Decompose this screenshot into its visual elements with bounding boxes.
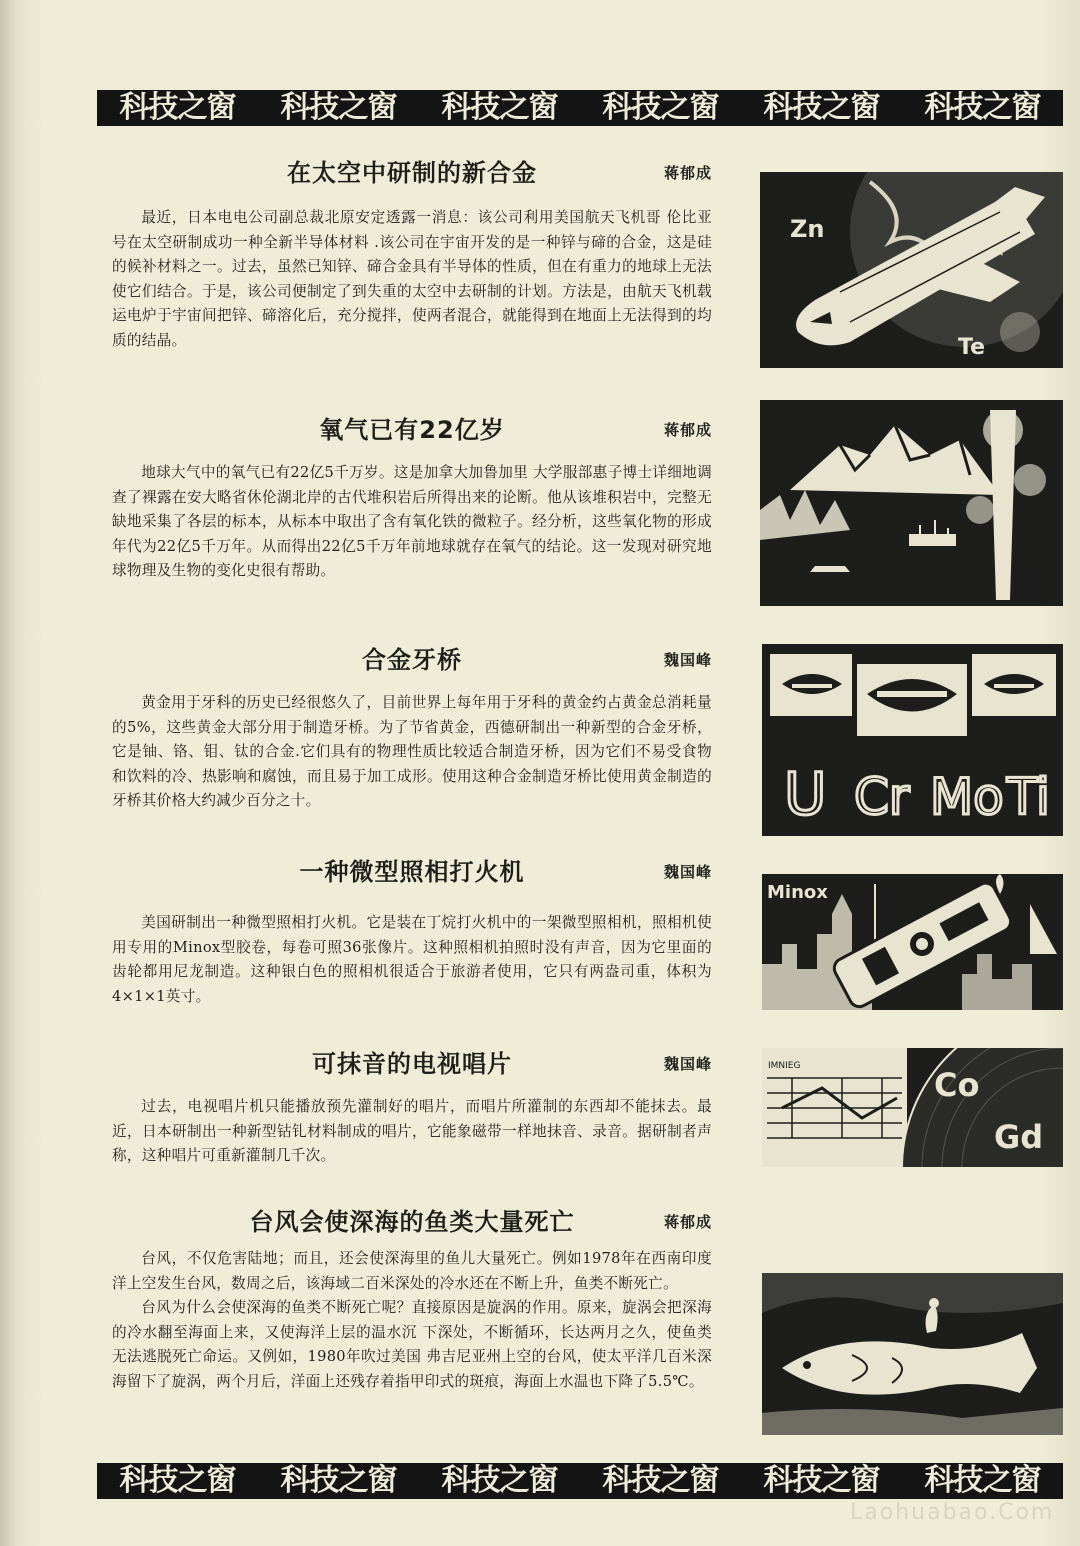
mountain-illustration (760, 400, 1063, 606)
site-watermark: Laohuabao.Com (850, 1500, 1055, 1525)
article-title: 氧气已有22亿岁 蒋郁成 (112, 413, 712, 447)
element-symbol: Mo (930, 768, 1004, 826)
banner-text: 科技之窗 (602, 1463, 719, 1498)
element-symbol: Ti (1007, 768, 1050, 826)
dental-alloy-illustration (762, 644, 1063, 836)
article-body: 台风，不仅危害陆地；而且，还会使深海里的鱼儿大量死亡。例如1978年在西南印度洋上空发生台风，数周之后，该海域二百米深处的冷水还在不断上升，鱼类不断死亡。 (112, 1250, 712, 1292)
camera-lighter-illustration (762, 874, 1063, 1010)
banner-text: 科技之窗 (280, 1463, 397, 1498)
article-alloy-dental-bridge (112, 643, 712, 814)
deep-sea-fish-illustration (762, 1273, 1063, 1435)
banner-text: 科技之窗 (924, 90, 1041, 125)
article-author: 蒋郁成 (663, 1213, 712, 1231)
article-title: 台风会使深海的鱼类大量死亡 蒋郁成 (112, 1205, 712, 1239)
banner-text: 科技之窗 (119, 90, 236, 125)
camera-brand-label: Minox (767, 882, 828, 903)
element-label: Te (958, 335, 986, 360)
article-new-alloy (112, 156, 712, 353)
banner-text: 科技之窗 (763, 1463, 880, 1498)
banner-text: 科技之窗 (441, 1463, 558, 1498)
article-body: 美国研制出一种微型照相打火机。它是装在丁烷打火机中的一架微型照相机，照相机使用专用的Minox型胶卷，每卷可照36张像片。这种照相机拍照时没有声音，因为它里面的齿轮都用尼龙制造。这种银白色的照相机很适合于旅游者使用，它只有两盎司重，体积为4×1×1英寸。 (112, 914, 712, 1005)
banner-text: 科技之窗 (763, 90, 880, 125)
article-author: 蒋郁成 (663, 164, 712, 182)
article-title: 合金牙桥 魏国峰 (112, 643, 712, 677)
article-author: 魏国峰 (663, 863, 712, 881)
video-disc-illustration (762, 1048, 1063, 1167)
footer-banner (97, 1463, 1063, 1499)
article-oxygen-age (112, 413, 712, 584)
banner-text: 科技之窗 (924, 1463, 1041, 1498)
article-typhoon-deep-sea-fish (112, 1205, 712, 1394)
element-label: Gd (994, 1118, 1044, 1156)
header-banner (97, 90, 1063, 126)
element-label: Co (934, 1066, 980, 1104)
banner-text: 科技之窗 (119, 1463, 236, 1498)
shuttle-illustration (760, 172, 1063, 368)
element-label: Zn (790, 215, 825, 243)
article-body: 地球大气中的氧气已有22亿5千万岁。这是加拿大加鲁加里 大学服部惠子博士详细地调查了裸露在安大略省休伦湖北岸的古代堆积岩后所得出来的论断。他从该堆积岩中，完整无缺地采集了各层的标本，从标本中取出了含有氧化铁的微粒子。经分析，这些氧化物的形成年代为22亿5千万年。从而得出22亿5千万年前地球就存在氧气的结论。这一发现对研究地球物理及生物的变化史很有帮助。 (112, 464, 712, 579)
article-camera-lighter (112, 855, 712, 1009)
banner-text: 科技之窗 (280, 90, 397, 125)
article-title: 在太空中研制的新合金 蒋郁成 (112, 156, 712, 190)
banner-text: 科技之窗 (441, 90, 558, 125)
article-body: 黄金用于牙科的历史已经很悠久了，目前世界上每年用于牙科的黄金约占黄金总消耗量的5%，这些黄金大部分用于制造牙桥。为了节省黄金，西德研制出一种新型的合金牙桥，它是铀、铬、钼、钛的合金.它们具有的物理性质比较适合制造牙桥，因为它们不易受食物和饮料的冷、热影响和腐蚀，而且易于加工成形。使用这种合金制造牙桥比使用黄金制造的牙桥其价格大约减少百分之十。 (112, 694, 712, 809)
article-author: 魏国峰 (663, 651, 712, 669)
article-author: 蒋郁成 (663, 421, 712, 439)
element-symbol: Cr (854, 768, 910, 826)
article-title: 可抹音的电视唱片 魏国峰 (112, 1047, 712, 1081)
article-title: 一种微型照相打火机 魏国峰 (112, 855, 712, 889)
element-symbol: U (784, 760, 827, 828)
banner-text: 科技之窗 (602, 90, 719, 125)
article-body: 最近，日本电电公司副总裁北原安定透露一消息：该公司利用美国航天飞机哥 伦比亚号在太空研制成功一种全新半导体材料 .该公司在宇宙开发的是一种锌与碲的合金，这是硅的候补材料之一。过去，虽然已知锌、碲合金具有半导体的性质，但在有重力的地球上无法使它们结合。于是，该公司便制定了到失重的太空中去研制的计划。方法是，由航天飞机载运电炉于宇宙间把锌、碲溶化后，充分搅拌，使两者混合，就能得到在地面上无法得到的均质的结晶。 (112, 209, 712, 349)
article-author: 魏国峰 (663, 1055, 712, 1073)
article-body: 台风为什么会使深海的鱼类不断死亡呢？直接原因是旋涡的作用。原来，旋涡会把深海的冷水翻至海面上来，又使海洋上层的温水沉 下深处，不断循环，长达两月之久，使鱼类无法逃脱死亡命运。又例如，1980年吹过美国 弗吉尼亚州上空的台风，使太平洋几百米深海留下了旋涡，两个月后，洋面上还残存着指甲印式的斑痕，海面上水温也下降了5.5℃。 (112, 1299, 712, 1390)
sheet-music-tag: IMNIEG (768, 1061, 801, 1071)
article-erasable-video-disc (112, 1047, 712, 1169)
article-body: 过去，电视唱片机只能播放预先灌制好的唱片，而唱片所灌制的东西却不能抹去。最近，日本研制出一种新型钴钆材料制成的唱片，它能象磁带一样地抹音、录音。据研制者声称，这种唱片可重新灌制几千次。 (112, 1098, 712, 1164)
